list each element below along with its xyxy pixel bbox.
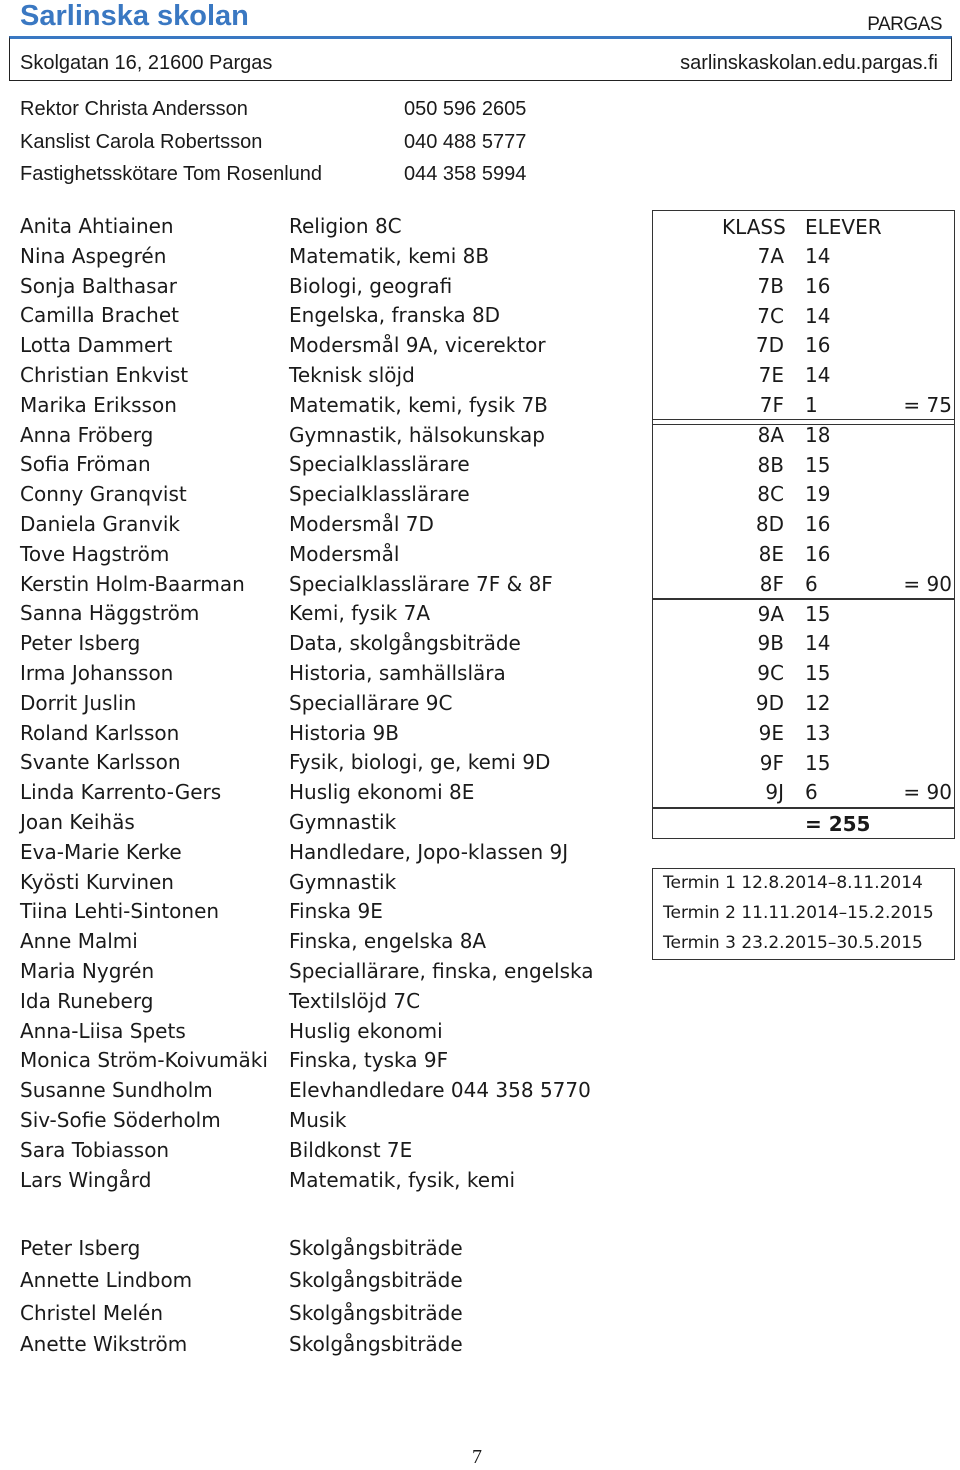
staff-name: Maria Nygrén bbox=[20, 959, 155, 983]
student-count: 14 bbox=[805, 363, 831, 388]
assistant-name: Anette Wikström bbox=[20, 1332, 188, 1356]
class-row bbox=[0, 751, 960, 781]
assistant-row bbox=[0, 1268, 960, 1298]
staff-name: Anna-Liisa Spets bbox=[20, 1018, 186, 1043]
staff-name: Susanne Sundholm bbox=[20, 1078, 213, 1103]
school-website[interactable]: sarlinskaskolan.edu.pargas.fi bbox=[680, 52, 938, 74]
assistant-role: Skolgångsbiträde bbox=[289, 1268, 463, 1292]
staff-subject: Matematik, fysik, kemi bbox=[289, 1167, 516, 1192]
class-column-header: KLASS bbox=[722, 215, 786, 239]
class-row bbox=[0, 363, 960, 393]
staff-row bbox=[0, 1019, 960, 1049]
staff-subject: Finska, tyska 9F bbox=[289, 1048, 449, 1073]
class-table-header-box bbox=[652, 210, 955, 240]
staff-name: Kyösti Kurvinen bbox=[20, 869, 174, 894]
staff-subject: Huslig ekonomi bbox=[289, 1018, 443, 1043]
staff-name: Lars Wingård bbox=[20, 1167, 152, 1192]
staff-name: Linda Karrento-Gers bbox=[20, 780, 222, 805]
staff-subject: Historia 9B bbox=[289, 720, 399, 745]
staff-subject: Matematik, kemi, fysik 7B bbox=[289, 392, 548, 417]
class-name: 7A bbox=[757, 244, 784, 268]
staff-row bbox=[0, 989, 960, 1019]
staff-subject: Speciallärare, finska, engelska bbox=[289, 959, 594, 983]
class-row bbox=[0, 721, 960, 751]
staff-name: Camilla Brachet bbox=[20, 303, 180, 328]
staff-subject: Speciallärare 9C bbox=[289, 690, 453, 715]
student-count: 12 bbox=[805, 691, 831, 715]
group-total: = 90 bbox=[903, 780, 952, 805]
student-count: 13 bbox=[805, 720, 831, 745]
school-address: Skolgatan 16, 21600 Pargas bbox=[20, 52, 273, 74]
assistant-role: Skolgångsbiträde bbox=[289, 1236, 463, 1260]
student-count: 6 bbox=[805, 780, 818, 805]
student-count: 18 bbox=[805, 422, 831, 447]
staff-name: Monica Ström-Koivumäki bbox=[20, 1048, 268, 1073]
class-name: 8A bbox=[757, 422, 784, 447]
student-count: 14 bbox=[805, 303, 831, 328]
student-count: 6 bbox=[805, 571, 818, 596]
class-name: 9D bbox=[755, 691, 784, 715]
staff-subject: Kemi, fysik 7A bbox=[289, 601, 431, 626]
staff-subject: Elevhandledare 044 358 5770 bbox=[289, 1078, 591, 1103]
group-total: = 90 bbox=[903, 571, 952, 596]
student-count: 15 bbox=[805, 452, 831, 477]
staff-name: Marika Eriksson bbox=[20, 392, 177, 417]
class-name: 9J bbox=[765, 780, 784, 805]
class-name: 8B bbox=[757, 452, 784, 477]
assistant-row bbox=[0, 1236, 960, 1266]
term-3: Termin 3 23.2.2015–30.5.2015 bbox=[663, 933, 923, 953]
assistant-row bbox=[0, 1332, 960, 1362]
staff-name: Lotta Dammert bbox=[20, 333, 173, 358]
staff-subject: Data, skolgångsbiträde bbox=[289, 631, 521, 656]
staff-subject: Bildkonst 7E bbox=[289, 1137, 413, 1162]
class-row bbox=[0, 423, 960, 453]
contact-phone: 044 358 5994 bbox=[404, 163, 527, 185]
staff-subject: Gymnastik bbox=[289, 810, 397, 834]
staff-name: Dorrit Juslin bbox=[20, 690, 137, 715]
grand-total: = 255 bbox=[805, 812, 871, 836]
class-name: 9F bbox=[759, 750, 784, 775]
staff-subject: Finska 9E bbox=[289, 899, 383, 924]
class-name: 9C bbox=[757, 661, 784, 686]
school-title: Sarlinska skolan bbox=[20, 0, 249, 32]
class-name: 7D bbox=[755, 333, 784, 358]
students-column-header: ELEVER bbox=[805, 215, 882, 239]
staff-name: Peter Isberg bbox=[20, 631, 141, 656]
staff-name: Anita Ahtiainen bbox=[20, 214, 174, 238]
staff-name: Siv-Sofie Söderholm bbox=[20, 1108, 221, 1132]
grand-total-box bbox=[652, 808, 955, 839]
staff-subject: Specialklasslärare bbox=[289, 452, 470, 477]
contact-phone: 050 596 2605 bbox=[404, 98, 527, 120]
class-name: 8E bbox=[758, 542, 784, 566]
staff-name: Irma Johansson bbox=[20, 661, 174, 685]
staff-name: Roland Karlsson bbox=[20, 720, 180, 745]
student-count: 14 bbox=[805, 631, 831, 656]
staff-row bbox=[0, 1168, 960, 1198]
class-name: 9A bbox=[757, 601, 784, 626]
class-row bbox=[0, 333, 960, 363]
staff-name: Anne Malmi bbox=[20, 929, 138, 954]
staff-subject: Textilslöjd 7C bbox=[289, 988, 421, 1013]
class-row bbox=[0, 691, 960, 721]
class-name: 8F bbox=[759, 571, 784, 596]
staff-name: Svante Karlsson bbox=[20, 750, 181, 775]
staff-name: Nina Aspegrén bbox=[20, 243, 167, 268]
class-row bbox=[0, 244, 960, 274]
staff-subject: Engelska, franska 8D bbox=[289, 303, 501, 328]
staff-name: Joan Keihäs bbox=[20, 810, 135, 834]
assistant-role: Skolgångsbiträde bbox=[289, 1301, 463, 1325]
staff-row bbox=[0, 1108, 960, 1138]
staff-subject: Biologi, geografi bbox=[289, 273, 453, 298]
class-name: 9B bbox=[757, 631, 784, 656]
contact-role: Rektor Christa Andersson bbox=[20, 98, 248, 120]
class-row bbox=[0, 780, 960, 810]
staff-row bbox=[0, 1048, 960, 1078]
class-row bbox=[0, 482, 960, 512]
student-count: 1 bbox=[805, 393, 818, 417]
staff-row bbox=[0, 1078, 960, 1108]
staff-name: Anna Fröberg bbox=[20, 422, 154, 447]
class-name: 7E bbox=[758, 363, 784, 388]
staff-name: Daniela Granvik bbox=[20, 512, 180, 536]
class-row bbox=[0, 602, 960, 632]
class-row bbox=[0, 393, 960, 423]
staff-name: Conny Granqvist bbox=[20, 482, 187, 507]
class-name: 7C bbox=[757, 303, 784, 328]
staff-name: Ida Runeberg bbox=[20, 988, 154, 1013]
student-count: 16 bbox=[805, 273, 831, 298]
term-1: Termin 1 12.8.2014–8.11.2014 bbox=[663, 873, 923, 893]
student-count: 16 bbox=[805, 333, 831, 358]
staff-row bbox=[0, 959, 960, 989]
staff-subject: Teknisk slöjd bbox=[289, 363, 415, 387]
class-row bbox=[0, 631, 960, 661]
student-count: 16 bbox=[805, 542, 831, 566]
staff-subject: Modersmål 7D bbox=[289, 512, 434, 536]
group-total: = 75 bbox=[903, 393, 952, 417]
student-count: 15 bbox=[805, 750, 831, 775]
student-count: 15 bbox=[805, 661, 831, 686]
staff-subject: Handledare, Jopo-klassen 9J bbox=[289, 839, 569, 864]
staff-subject: Huslig ekonomi 8E bbox=[289, 780, 475, 805]
contact-phone: 040 488 5777 bbox=[404, 131, 527, 153]
class-name: 9E bbox=[758, 720, 784, 745]
class-name: 7F bbox=[759, 393, 784, 417]
staff-subject: Modersmål bbox=[289, 541, 400, 566]
assistant-role: Skolgångsbiträde bbox=[289, 1332, 463, 1356]
class-name: 7B bbox=[757, 273, 784, 298]
city-label: PARGAS bbox=[867, 14, 942, 35]
student-count: 14 bbox=[805, 244, 831, 268]
student-count: 19 bbox=[805, 482, 831, 507]
staff-name: Sonja Balthasar bbox=[20, 273, 177, 298]
staff-subject: Finska, engelska 8A bbox=[289, 929, 487, 954]
class-name: 8D bbox=[755, 512, 784, 537]
term-2: Termin 2 11.11.2014–15.2.2015 bbox=[663, 903, 934, 923]
staff-subject: Modersmål 9A, vicerektor bbox=[289, 333, 546, 358]
staff-name: Tove Hagström bbox=[20, 541, 170, 566]
assistant-row bbox=[0, 1301, 960, 1331]
page-number: 7 bbox=[472, 1446, 482, 1468]
staff-name: Sara Tobiasson bbox=[20, 1137, 170, 1162]
staff-name: Eva-Marie Kerke bbox=[20, 839, 182, 864]
staff-row bbox=[0, 840, 960, 870]
class-row bbox=[0, 572, 960, 602]
staff-name: Christian Enkvist bbox=[20, 363, 189, 387]
class-row bbox=[0, 274, 960, 304]
staff-subject: Historia, samhällslära bbox=[289, 661, 506, 685]
student-count: 15 bbox=[805, 601, 831, 626]
assistant-name: Peter Isberg bbox=[20, 1236, 141, 1260]
contact-role: Kanslist Carola Robertsson bbox=[20, 131, 263, 153]
staff-subject: Matematik, kemi 8B bbox=[289, 243, 490, 268]
staff-subject: Gymnastik, hälsokunskap bbox=[289, 422, 545, 447]
class-row bbox=[0, 304, 960, 334]
staff-subject: Specialklasslärare bbox=[289, 482, 470, 507]
class-row bbox=[0, 453, 960, 483]
staff-subject: Musik bbox=[289, 1108, 347, 1132]
staff-name: Tiina Lehti-Sintonen bbox=[20, 899, 220, 924]
staff-name: Sanna Häggström bbox=[20, 601, 200, 626]
staff-subject: Gymnastik bbox=[289, 869, 397, 894]
staff-name: Kerstin Holm-Baarman bbox=[20, 571, 245, 596]
contact-role: Fastighetsskötare Tom Rosenlund bbox=[20, 163, 323, 185]
assistant-name: Annette Lindbom bbox=[20, 1268, 193, 1292]
staff-subject: Fysik, biologi, ge, kemi 9D bbox=[289, 750, 551, 775]
class-name: 8C bbox=[757, 482, 784, 507]
staff-row bbox=[0, 1138, 960, 1168]
class-row bbox=[0, 512, 960, 542]
staff-name: Sofia Fröman bbox=[20, 452, 151, 477]
class-row bbox=[0, 661, 960, 691]
staff-subject: Religion 8C bbox=[289, 214, 402, 238]
assistant-name: Christel Melén bbox=[20, 1301, 163, 1325]
student-count: 16 bbox=[805, 512, 831, 537]
staff-subject: Specialklasslärare 7F & 8F bbox=[289, 571, 553, 596]
class-row bbox=[0, 542, 960, 572]
